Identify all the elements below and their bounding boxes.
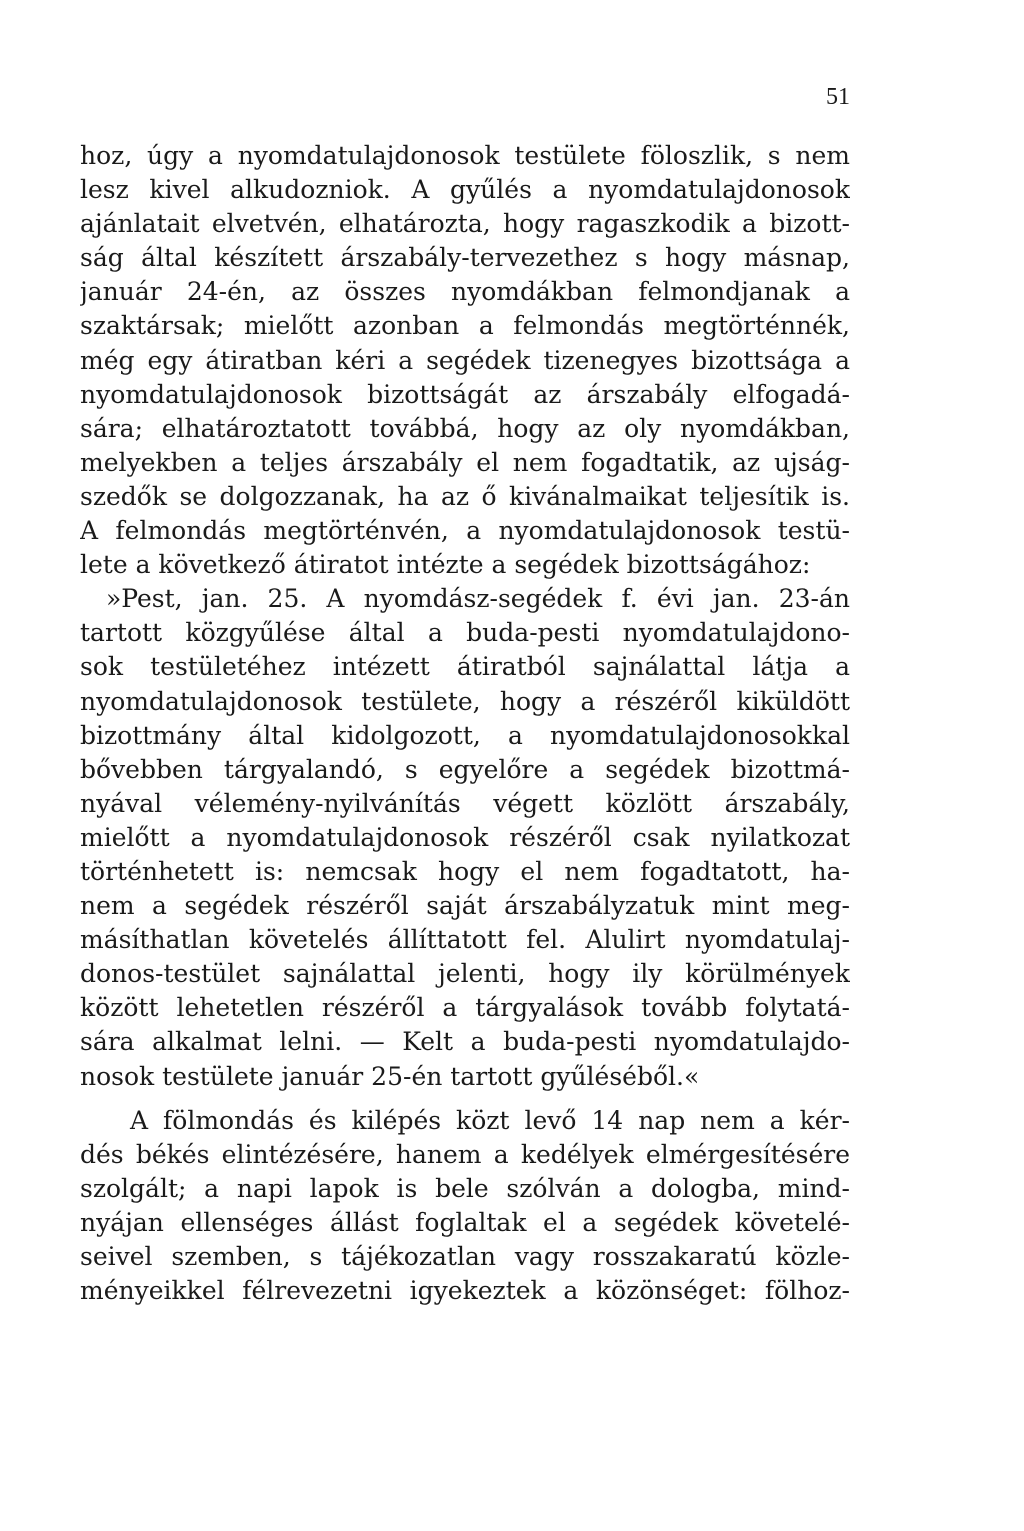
text-line: sára; elhatároztatott továbbá, hogy az oly nyomdákban, xyxy=(80,413,850,443)
text-line: ményeikkel félrevezetni igyekeztek a közönséget: fölhoz- xyxy=(80,1276,850,1306)
text-line: nyomdatulajdonosok testülete, hogy a részéről kiküldött xyxy=(80,686,850,716)
text-line: még egy átiratban kéri a segédek tizenegyes bizottsága a xyxy=(80,345,850,375)
text-line: szolgált; a napi lapok is bele szólván a dologba, mind- xyxy=(80,1173,850,1203)
text-line: donos-testület sajnálattal jelenti, hogy ily körülmények xyxy=(80,959,850,989)
text-line: bizottmány által kidolgozott, a nyomdatulajdonosokkal xyxy=(80,720,850,750)
text-line: A fölmondás és kilépés közt levő 14 nap nem a kér- xyxy=(130,1105,850,1135)
text-line: január 24-én, az összes nyomdákban felmondjanak a xyxy=(80,277,850,307)
text-line: seivel szemben, s tájékozatlan vagy rosszakaratú közle- xyxy=(80,1242,850,1271)
text-line: másíthatlan követelés állíttatott fel. Alulirt nyomdatulaj- xyxy=(80,925,850,955)
text-line: lesz kivel alkudozniok. A gyűlés a nyomdatulajdonosok xyxy=(80,175,850,205)
text-line: között lehetetlen részéről a tárgyalások tovább folytatá- xyxy=(80,993,850,1023)
text-line: ajánlatait elvetvén, elhatározta, hogy ragaszkodik a bizott- xyxy=(80,209,850,239)
text-line: sára alkalmat lelni. — Kelt a buda-pesti nyomdatulajdo- xyxy=(80,1027,850,1057)
text-line: A felmondás megtörténvén, a nyomdatulajdonosok testü- xyxy=(80,516,850,546)
text-line: melyekben a teljes árszabály el nem fogadtatik, az ujság- xyxy=(80,447,850,477)
text-line: »Pest, jan. 25. A nyomdász-segédek f. évi jan. 23-án xyxy=(106,584,850,614)
text-line: bővebben tárgyalandó, s egyelőre a segédek bizottmá- xyxy=(80,754,850,784)
text-line: tartott közgyűlése által a buda-pesti nyomdatulajdono- xyxy=(80,618,850,648)
text-line: sok testületéhez intézett átiratból sajnálattal látja a xyxy=(80,652,850,682)
text-line: nyomdatulajdonosok bizottságát az árszabály elfogadá- xyxy=(80,379,850,409)
text-line: nosok testülete január 25-én tartott gyűléséből.« xyxy=(80,1061,700,1091)
text-line: ság által készített árszabály-tervezethez s hogy másnap, xyxy=(80,243,850,273)
text-line: történhetett is: nemcsak hogy el nem fogadtatott, ha- xyxy=(80,856,850,886)
text-line: dés békés elintézésére, hanem a kedélyek elmérgesítésére xyxy=(80,1139,850,1169)
text-line: mielőtt a nyomdatulajdonosok részéről csak nyilatkozat xyxy=(80,822,850,852)
text-line: nyával vélemény-nyilvánítás végett közlött árszabály, xyxy=(80,788,850,818)
text-line: hoz, úgy a nyomdatulajdonosok testülete föloszlik, s nem xyxy=(80,141,850,170)
body-text xyxy=(80,139,850,1308)
text-line: lete a következő átiratot intézte a segédek bizottságához: xyxy=(80,550,811,580)
paragraph-gap xyxy=(80,1094,850,1104)
page-number: 51 xyxy=(826,84,850,110)
text-line: szaktársak; mielőtt azonban a felmondás megtörténnék, xyxy=(80,311,850,341)
text-line: szedők se dolgozzanak, ha az ő kivánalmaikat teljesítik is. xyxy=(80,481,850,511)
text-line: nyájan ellenséges állást foglaltak el a segédek követelé- xyxy=(80,1207,850,1237)
text-line: nem a segédek részéről saját árszabályzatuk mint meg- xyxy=(80,891,850,921)
